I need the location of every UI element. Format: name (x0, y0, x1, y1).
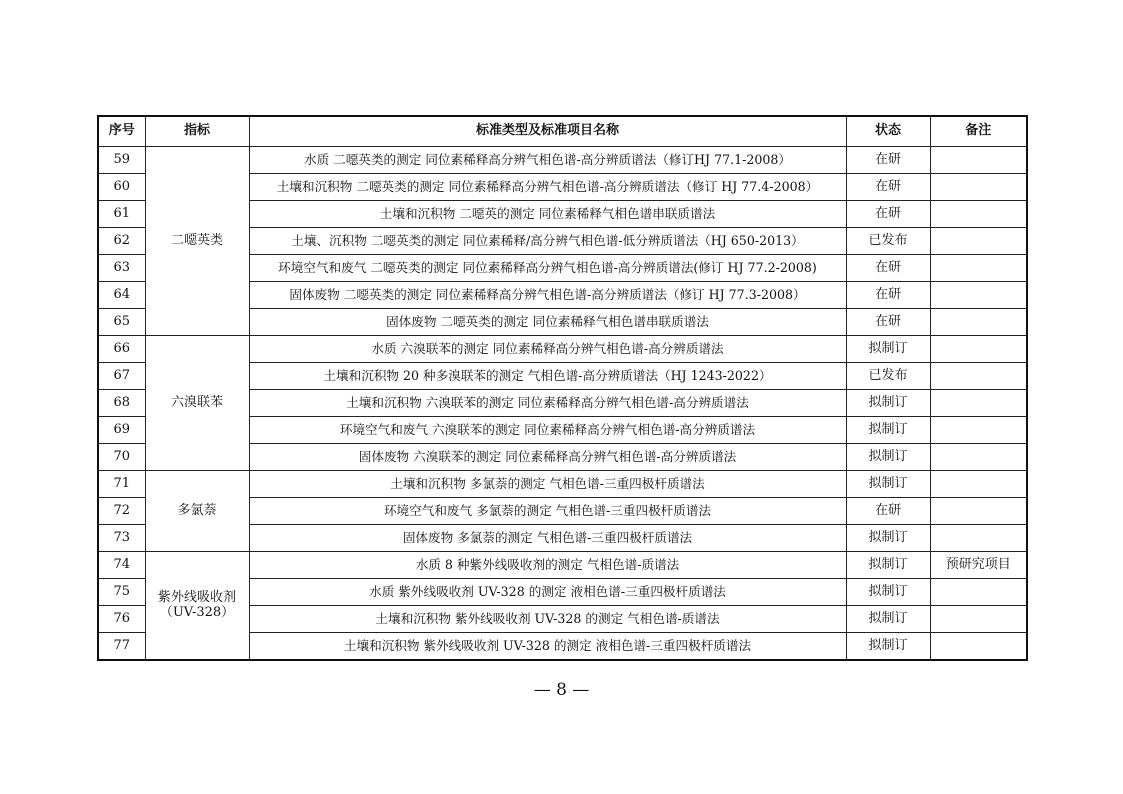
remark-cell (930, 174, 1027, 201)
standard-name: 土壤和沉积物 二噁英的测定 同位素稀释气相色谱串联质谱法 (249, 201, 846, 228)
row-number: 67 (98, 363, 145, 390)
row-number: 62 (98, 228, 145, 255)
standard-name: 土壤和沉积物 多氯萘的测定 气相色谱-三重四极杆质谱法 (249, 471, 846, 498)
standard-name: 土壤和沉积物 紫外线吸收剂 UV-328 的测定 气相色谱-质谱法 (249, 606, 846, 633)
remark-cell (930, 444, 1027, 471)
standards-table (97, 115, 1028, 661)
standard-name: 固体废物 二噁英类的测定 同位素稀释高分辨气相色谱-高分辨质谱法（修订 HJ 77.3-2008） (249, 282, 846, 309)
row-number: 72 (98, 498, 145, 525)
remark-cell (930, 255, 1027, 282)
status-cell: 在研 (846, 255, 930, 282)
standard-name: 土壤和沉积物 紫外线吸收剂 UV-328 的测定 液相色谱-三重四极杆质谱法 (249, 633, 846, 661)
remark-cell (930, 633, 1027, 661)
status-cell: 拟制订 (846, 336, 930, 363)
standard-name: 土壤和沉积物 六溴联苯的测定 同位素稀释高分辨气相色谱-高分辨质谱法 (249, 390, 846, 417)
standard-name: 环境空气和废气 六溴联苯的测定 同位素稀释高分辨气相色谱-高分辨质谱法 (249, 417, 846, 444)
indicator-cell: 六溴联苯 (145, 336, 249, 471)
status-cell: 在研 (846, 174, 930, 201)
row-number: 59 (98, 147, 145, 174)
standard-name: 固体废物 二噁英类的测定 同位素稀释气相色谱串联质谱法 (249, 309, 846, 336)
status-cell: 拟制订 (846, 606, 930, 633)
status-cell: 拟制订 (846, 525, 930, 552)
remark-cell (930, 282, 1027, 309)
row-number: 75 (98, 579, 145, 606)
remark-cell (930, 201, 1027, 228)
row-number: 60 (98, 174, 145, 201)
remark-cell (930, 606, 1027, 633)
remark-cell (930, 498, 1027, 525)
header-name: 标准类型及标准项目名称 (249, 116, 846, 147)
row-number: 71 (98, 471, 145, 498)
header-indicator: 指标 (145, 116, 249, 147)
row-number: 73 (98, 525, 145, 552)
status-cell: 已发布 (846, 228, 930, 255)
status-cell: 拟制订 (846, 417, 930, 444)
status-cell: 在研 (846, 498, 930, 525)
standard-name: 固体废物 多氯萘的测定 气相色谱-三重四极杆质谱法 (249, 525, 846, 552)
row-number: 68 (98, 390, 145, 417)
remark-cell (930, 147, 1027, 174)
table-row (98, 552, 1027, 579)
row-number: 66 (98, 336, 145, 363)
remark-cell (930, 228, 1027, 255)
table-header-row (98, 116, 1027, 147)
row-number: 77 (98, 633, 145, 661)
standard-name: 环境空气和废气 多氯萘的测定 气相色谱-三重四极杆质谱法 (249, 498, 846, 525)
status-cell: 在研 (846, 147, 930, 174)
indicator-cell: 紫外线吸收剂 （UV-328） (145, 552, 249, 661)
table-row (98, 147, 1027, 174)
status-cell: 拟制订 (846, 579, 930, 606)
header-no: 序号 (98, 116, 145, 147)
status-cell: 拟制订 (846, 390, 930, 417)
remark-cell (930, 579, 1027, 606)
status-cell: 拟制订 (846, 444, 930, 471)
row-number: 69 (98, 417, 145, 444)
table-row (98, 336, 1027, 363)
indicator-cell: 多氯萘 (145, 471, 249, 552)
row-number: 76 (98, 606, 145, 633)
table-body (98, 147, 1027, 661)
standard-name: 水质 紫外线吸收剂 UV-328 的测定 液相色谱-三重四极杆质谱法 (249, 579, 846, 606)
remark-cell (930, 336, 1027, 363)
row-number: 64 (98, 282, 145, 309)
row-number: 61 (98, 201, 145, 228)
status-cell: 拟制订 (846, 471, 930, 498)
standard-name: 水质 二噁英类的测定 同位素稀释高分辨气相色谱-高分辨质谱法（修订HJ 77.1-2008） (249, 147, 846, 174)
standard-name: 水质 8 种紫外线吸收剂的测定 气相色谱-质谱法 (249, 552, 846, 579)
indicator-cell: 二噁英类 (145, 147, 249, 336)
status-cell: 在研 (846, 201, 930, 228)
status-cell: 在研 (846, 309, 930, 336)
remark-cell (930, 363, 1027, 390)
status-cell: 拟制订 (846, 633, 930, 661)
remark-cell: 预研究项目 (930, 552, 1027, 579)
status-cell: 在研 (846, 282, 930, 309)
row-number: 74 (98, 552, 145, 579)
standard-name: 土壤和沉积物 二噁英类的测定 同位素稀释高分辨气相色谱-高分辨质谱法（修订 HJ 77.4-2008） (249, 174, 846, 201)
row-number: 70 (98, 444, 145, 471)
standard-name: 水质 六溴联苯的测定 同位素稀释高分辨气相色谱-高分辨质谱法 (249, 336, 846, 363)
remark-cell (930, 525, 1027, 552)
status-cell: 拟制订 (846, 552, 930, 579)
status-cell: 已发布 (846, 363, 930, 390)
standard-name: 环境空气和废气 二噁英类的测定 同位素稀释高分辨气相色谱-高分辨质谱法(修订 HJ 77.2-2008) (249, 255, 846, 282)
row-number: 65 (98, 309, 145, 336)
remark-cell (930, 471, 1027, 498)
header-remark: 备注 (930, 116, 1027, 147)
table-row (98, 471, 1027, 498)
row-number: 63 (98, 255, 145, 282)
header-status: 状态 (846, 116, 930, 147)
standard-name: 固体废物 六溴联苯的测定 同位素稀释高分辨气相色谱-高分辨质谱法 (249, 444, 846, 471)
page-number: — 8 — (533, 680, 590, 700)
standard-name: 土壤和沉积物 20 种多溴联苯的测定 气相色谱-高分辨质谱法（HJ 1243-2022） (249, 363, 846, 390)
remark-cell (930, 417, 1027, 444)
remark-cell (930, 309, 1027, 336)
remark-cell (930, 390, 1027, 417)
standard-name: 土壤、沉积物 二噁英类的测定 同位素稀释/高分辨气相色谱-低分辨质谱法（HJ 650-2013） (249, 228, 846, 255)
